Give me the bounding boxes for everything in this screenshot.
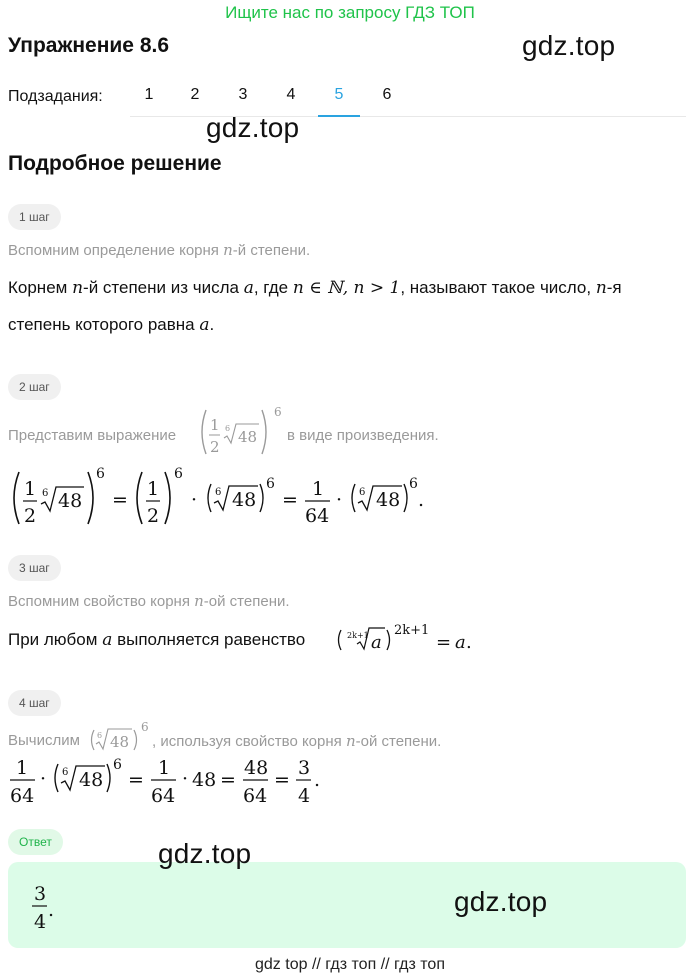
step-4-hint-before: Вычислим (8, 732, 80, 749)
period: . (48, 899, 55, 921)
separator: // (380, 956, 395, 973)
step-badge-1: 1 шаг (8, 204, 61, 230)
fraction-numerator: 3 (298, 757, 311, 779)
subtask-tab-5-active[interactable]: 5 (334, 86, 344, 103)
footer-link[interactable]: гдз топ (325, 956, 377, 973)
step-1-definition-line-2: степень которого равна a. (8, 315, 215, 335)
fraction-numerator: 1 (210, 416, 220, 434)
equals-sign: = (436, 632, 452, 653)
radicand: 48 (232, 489, 257, 511)
left-paren (352, 484, 355, 512)
right-paren (88, 472, 93, 524)
right-paren (262, 410, 266, 454)
step-badge-3: 3 шаг (8, 555, 61, 581)
left-paren (92, 730, 95, 750)
exponent: 6 (96, 466, 105, 482)
step-badge-2: 2 шаг (8, 374, 61, 400)
result-var: a (455, 632, 466, 653)
page-title: Упражнение 8.6 (8, 34, 170, 57)
equals-sign: = (220, 769, 236, 791)
step-2-equation (8, 462, 438, 526)
fraction-denominator: 64 (151, 785, 176, 807)
fraction-denominator: 2 (147, 505, 160, 526)
radicand-var: a (371, 632, 382, 653)
equals-sign: = (274, 769, 290, 791)
watermark: gdz.top (454, 886, 548, 917)
equals-sign: = (112, 489, 128, 511)
factor: 48 (192, 769, 217, 791)
exponent: 6 (409, 476, 418, 492)
answer-numerator: 3 (34, 883, 47, 905)
step-1-hint: Вспомним определение корня n-й степени. (8, 241, 311, 259)
fraction-denominator: 2 (210, 438, 220, 456)
subtask-tab-6[interactable]: 6 (382, 86, 392, 103)
fraction-numerator: 1 (147, 478, 160, 500)
right-paren (387, 630, 390, 650)
footer-links (0, 956, 700, 974)
left-paren (208, 484, 211, 512)
fraction-denominator: 2 (24, 505, 37, 526)
root-index: 6 (359, 487, 366, 498)
multiply-dot: · (336, 489, 343, 511)
multiply-dot: · (182, 768, 189, 790)
watermark: gdz.top (158, 838, 252, 869)
exponent: 2k+1 (394, 623, 430, 638)
radicand: 48 (79, 769, 104, 791)
period: . (466, 632, 472, 653)
fraction-denominator: 64 (305, 505, 330, 526)
answer-fraction (28, 878, 68, 938)
subtasks-label: Подзадания: (8, 88, 103, 105)
watermark: gdz.top (206, 112, 300, 143)
root-index: 6 (42, 488, 49, 499)
fraction-denominator: 64 (10, 785, 35, 807)
equals-sign: = (128, 769, 144, 791)
subtask-tab-1[interactable]: 1 (144, 86, 154, 103)
exponent: 6 (113, 757, 122, 773)
radicand: 48 (58, 490, 83, 512)
footer-link[interactable]: гдз топ (394, 956, 445, 973)
right-paren (260, 484, 263, 512)
step-badge-4: 4 шаг (8, 690, 61, 716)
radicand: 48 (110, 733, 130, 751)
fraction-denominator: 4 (298, 785, 311, 807)
footer-link[interactable]: gdz top (255, 956, 308, 973)
active-tab-indicator (318, 115, 360, 117)
exponent: 6 (266, 476, 275, 492)
left-paren (55, 764, 58, 792)
period: . (314, 769, 321, 791)
right-paren (134, 730, 137, 750)
equals-sign: = (282, 489, 298, 511)
answer-box (8, 862, 686, 948)
step-2-hint-expression (196, 402, 288, 462)
right-paren (165, 472, 170, 524)
fraction-numerator: 1 (312, 478, 325, 500)
fraction-numerator: 1 (24, 478, 37, 500)
step-4-hint-after: , используя свойство корня n-ой степени. (152, 732, 442, 750)
step-4-hint-expression (88, 718, 154, 754)
promo-banner[interactable]: Ищите нас по запросу ГДЗ ТОП (225, 3, 475, 22)
step-3-hint: Вспомним свойство корня n-ой степени. (8, 592, 290, 610)
step-4-equation (8, 752, 338, 812)
period: . (418, 489, 425, 511)
subtask-tab-3[interactable]: 3 (238, 86, 248, 103)
root-index: 2k+1 (347, 631, 369, 640)
right-paren (404, 484, 407, 512)
answer-denominator: 4 (34, 911, 47, 933)
exponent: 6 (141, 720, 149, 734)
right-paren (107, 764, 110, 792)
separator: // (311, 956, 326, 973)
fraction-numerator: 48 (244, 757, 269, 779)
root-index: 6 (97, 731, 103, 740)
subtask-tab-2[interactable]: 2 (190, 86, 200, 103)
left-paren (339, 630, 342, 650)
left-paren (202, 410, 206, 454)
step-3-identity (333, 616, 493, 656)
answer-badge: Ответ (8, 829, 63, 855)
fraction-numerator: 1 (16, 757, 29, 779)
step-2-hint-before: Представим выражение (8, 427, 177, 444)
solution-heading: Подробное решение (8, 152, 222, 175)
radicand: 48 (376, 489, 401, 511)
root-index: 6 (62, 767, 69, 778)
root-index: 6 (225, 424, 231, 433)
subtask-tab-4[interactable]: 4 (286, 86, 296, 103)
fraction-denominator: 64 (243, 785, 268, 807)
multiply-dot: · (191, 489, 198, 511)
step-3-statement: При любом a выполняется равенство (8, 630, 306, 650)
left-paren (14, 472, 19, 524)
step-1-definition-line-1: Корнем n-й степени из числа a, где n ∈ ℕ, n > 1, называют такое число, n-я (8, 278, 622, 298)
multiply-dot: · (40, 768, 47, 790)
watermark: gdz.top (522, 30, 616, 61)
radicand: 48 (238, 428, 258, 446)
fraction-numerator: 1 (158, 757, 171, 779)
exponent: 6 (274, 405, 282, 419)
root-index: 6 (215, 487, 222, 498)
step-2-hint-after: в виде произведения. (287, 427, 439, 444)
exponent: 6 (174, 466, 183, 482)
left-paren (137, 472, 142, 524)
